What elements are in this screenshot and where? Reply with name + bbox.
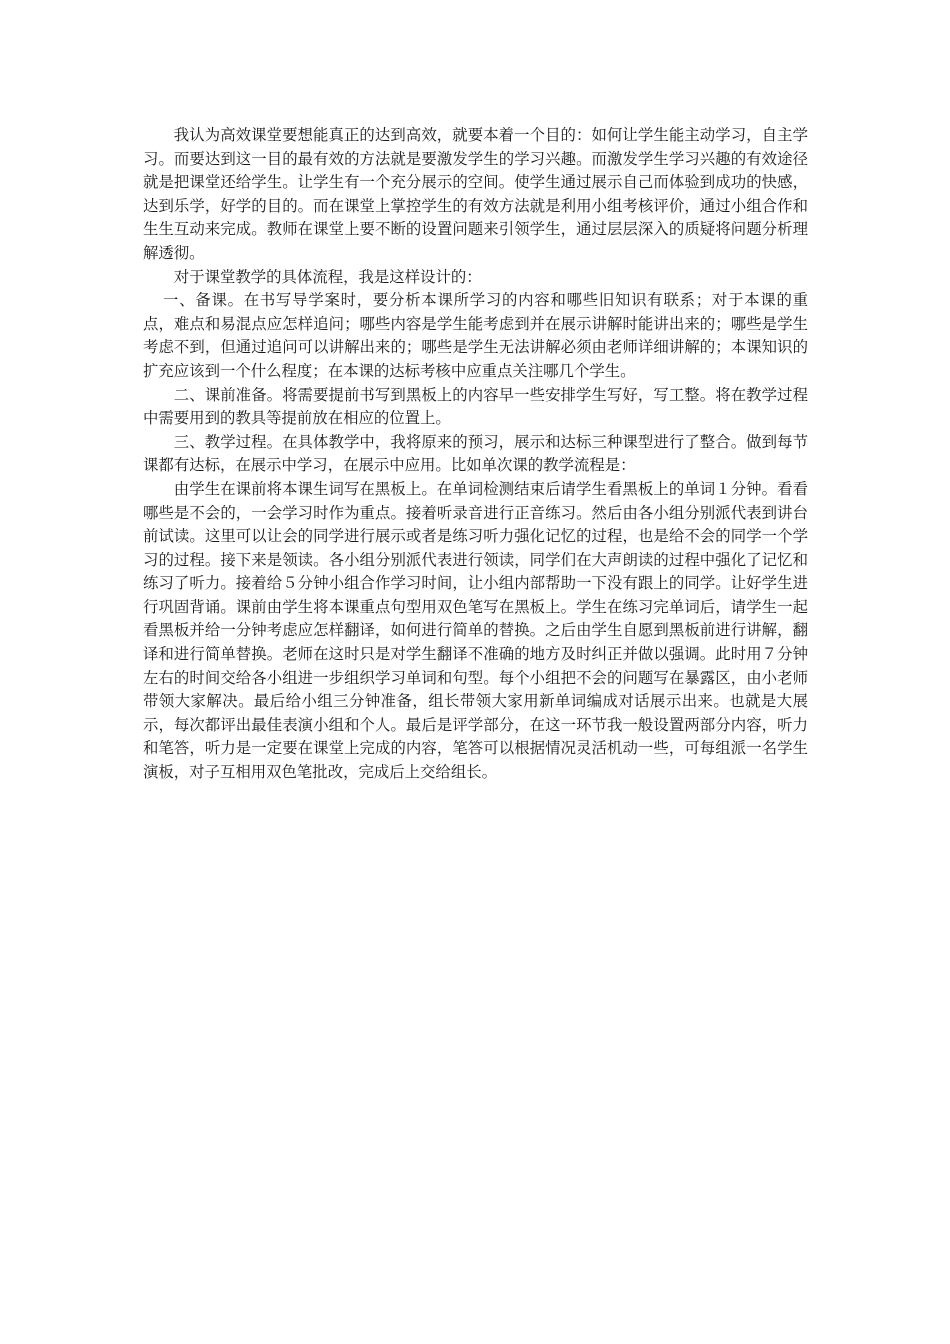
paragraph-lesson-prep: 一、备课。在书写导学案时，要分析本课所学习的内容和哪些旧知识有联系；对于本课的重点，难点和易混点应怎样追问；哪些内容是学生能考虑到并在展示讲解时能讲出来的；哪些是学生考虑不到，但通过追问可以讲解出来的；哪些是学生无法讲解必须由老师详细讲解的；本课知识的扩充应该到一个什么程度；在本课的达标考核中应重点关注哪几个学生。 <box>143 291 808 380</box>
paragraph-pre-class: 二、课前准备。将需要提前书写到黑板上的内容早一些安排学生写好，写工整。将在教学过程中需要用到的教具等提前放在相应的位置上。 <box>143 385 808 428</box>
paragraph-intro: 我认为高效课堂要想能真正的达到高效，就要本着一个目的：如何让学生能主动学习，自主学习。而要达到这一目的最有效的方法就是要激发学生的学习兴趣。而激发学生学习兴趣的有效途径就是把课堂还给学生。让学生有一个充分展示的空间。使学生通过展示自己而体验到成功的快感，达到乐学，好学的目的。而在课堂上掌控学生的有效方法就是利用小组考核评价，通过小组合作和生生互动来完成。教师在课堂上要不断的设置问题来引领学生，通过层层深入的质疑将问题分析理解透彻。 <box>143 126 808 262</box>
paragraph-teaching-process: 三、教学过程。在具体教学中，我将原来的预习，展示和达标三种课型进行了整合。做到每节课都有达标，在展示中学习，在展示中应用。比如单次课的教学流程是： <box>143 432 808 475</box>
paragraph-process-intro: 对于课堂教学的具体流程，我是这样设计的： <box>173 267 482 286</box>
document-body <box>143 124 808 785</box>
paragraph-lesson-flow: 由学生在课前将本课生词写在黑板上。在单词检测结束后请学生看黑板上的单词１分钟。看看哪些是不会的，一会学习时作为重点。接着听录音进行正音练习。然后由各小组分别派代表到讲台前试读。这里可以让会的同学进行展示或者是练习听力强化记忆的过程，也是给不会的同学一个学习的过程。接下来是领读。各小组分别派代表进行领读，同学们在大声朗读的过程中强化了记忆和练习了听力。接着给５分钟小组合作学习时间，让小组内部帮助一下没有跟上的同学。让好学生进行巩固背诵。课前由学生将本课重点句型用双色笔写在黑板上。学生在练习完单词后，请学生一起看黑板并给一分钟考虑应怎样翻译，如何进行简单的替换。之后由学生自愿到黑板前进行讲解，翻译和进行简单替换。老师在这时只是对学生翻译不准确的地方及时纠正并做以强调。此时用７分钟左右的时间交给各小组进一步组织学习单词和句型。每个小组把不会的问题写在暴露区，由小老师带领大家解决。最后给小组三分钟准备，组长带领大家用新单词编成对话展示出来。也就是大展示，每次都评出最佳表演小组和个人。最后是评学部分，在这一环节我一般设置两部分内容，听力和笔答，听力是一定要在课堂上完成的内容，笔答可以根据情况灵活机动一些，可每组派一名学生演板，对子互相用双色笔批改，完成后上交给组长。 <box>143 479 808 782</box>
